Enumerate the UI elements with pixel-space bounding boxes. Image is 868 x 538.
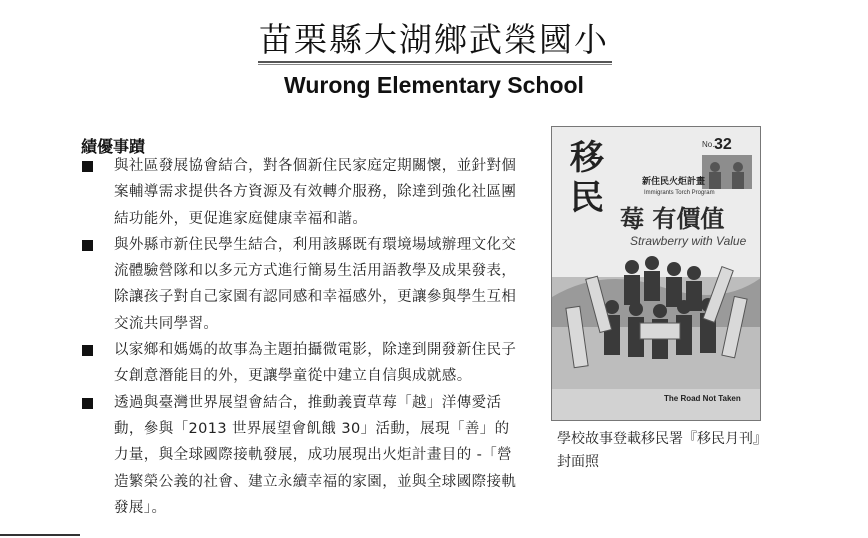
square-bullet-icon [82, 240, 93, 251]
cover-caption: 學校故事登載移民署『移民月刊』封面照 [557, 431, 767, 470]
cover-vertical-title-2: 民 [570, 178, 604, 218]
magazine-cover-image [551, 126, 761, 421]
page-subtitle: Wurong Elementary School [284, 72, 584, 98]
square-bullet-icon [82, 345, 93, 356]
cover-vertical-title-1: 移 [570, 138, 604, 178]
title-divider [258, 61, 612, 65]
list-item-text: 以家鄉和媽媽的故事為主題拍攝微電影，除達到開發新住民子女創意潛能目的外，更讓學童從中建立自信與成就感。 [114, 342, 517, 385]
list-item [82, 153, 522, 232]
square-bullet-icon [82, 398, 93, 409]
list-item-text: 透過與臺灣世界展望會結合，推動義賣草莓「越」洋傳愛活動，參與「2013 世界展望會飢餓 30」活動，展現「善」的力量，與全球國際接軌發展，成功展現出火炬計畫目的 -「營造繁榮公義的社會、建立永續幸福的家園，並與全球國際接軌發展」。 [114, 394, 517, 516]
cover-headline: 莓 有價值 [620, 205, 725, 233]
cover-program-en: Immigrants Torch Program [644, 190, 715, 196]
square-bullet-icon [82, 161, 93, 172]
cover-vol-label: No. [702, 140, 715, 149]
section-heading: 績優事蹟 [81, 137, 146, 156]
cover-vol-number: 32 [714, 136, 732, 153]
cover-footer-en: The Road Not Taken [664, 394, 741, 403]
list-item [82, 337, 522, 390]
page-title: 苗栗縣大湖鄉武榮國小 [259, 20, 609, 59]
list-item [82, 390, 522, 521]
list-item-text: 與社區發展協會結合，對各個新住民家庭定期關懷，並針對個案輔導需求提供各方資源及有效轉介服務，除達到強化社區團結功能外，更促進家庭健康幸福和諧。 [114, 158, 517, 227]
achievement-list [82, 153, 522, 521]
list-item [82, 232, 522, 337]
cover-headline-en: Strawberry with Value [630, 234, 747, 248]
bottom-divider [0, 534, 80, 536]
cover-program-zh: 新住民火炬計畫 [642, 177, 706, 187]
list-item-text: 與外縣市新住民學生結合，利用該縣既有環境場域辦理文化交流體驗營隊和以多元方式進行簡易生活用語教學及成果發表，除讓孩子對自己家園有認同感和幸福感外，更讓參與學生互相交流共同學習。 [114, 236, 517, 332]
